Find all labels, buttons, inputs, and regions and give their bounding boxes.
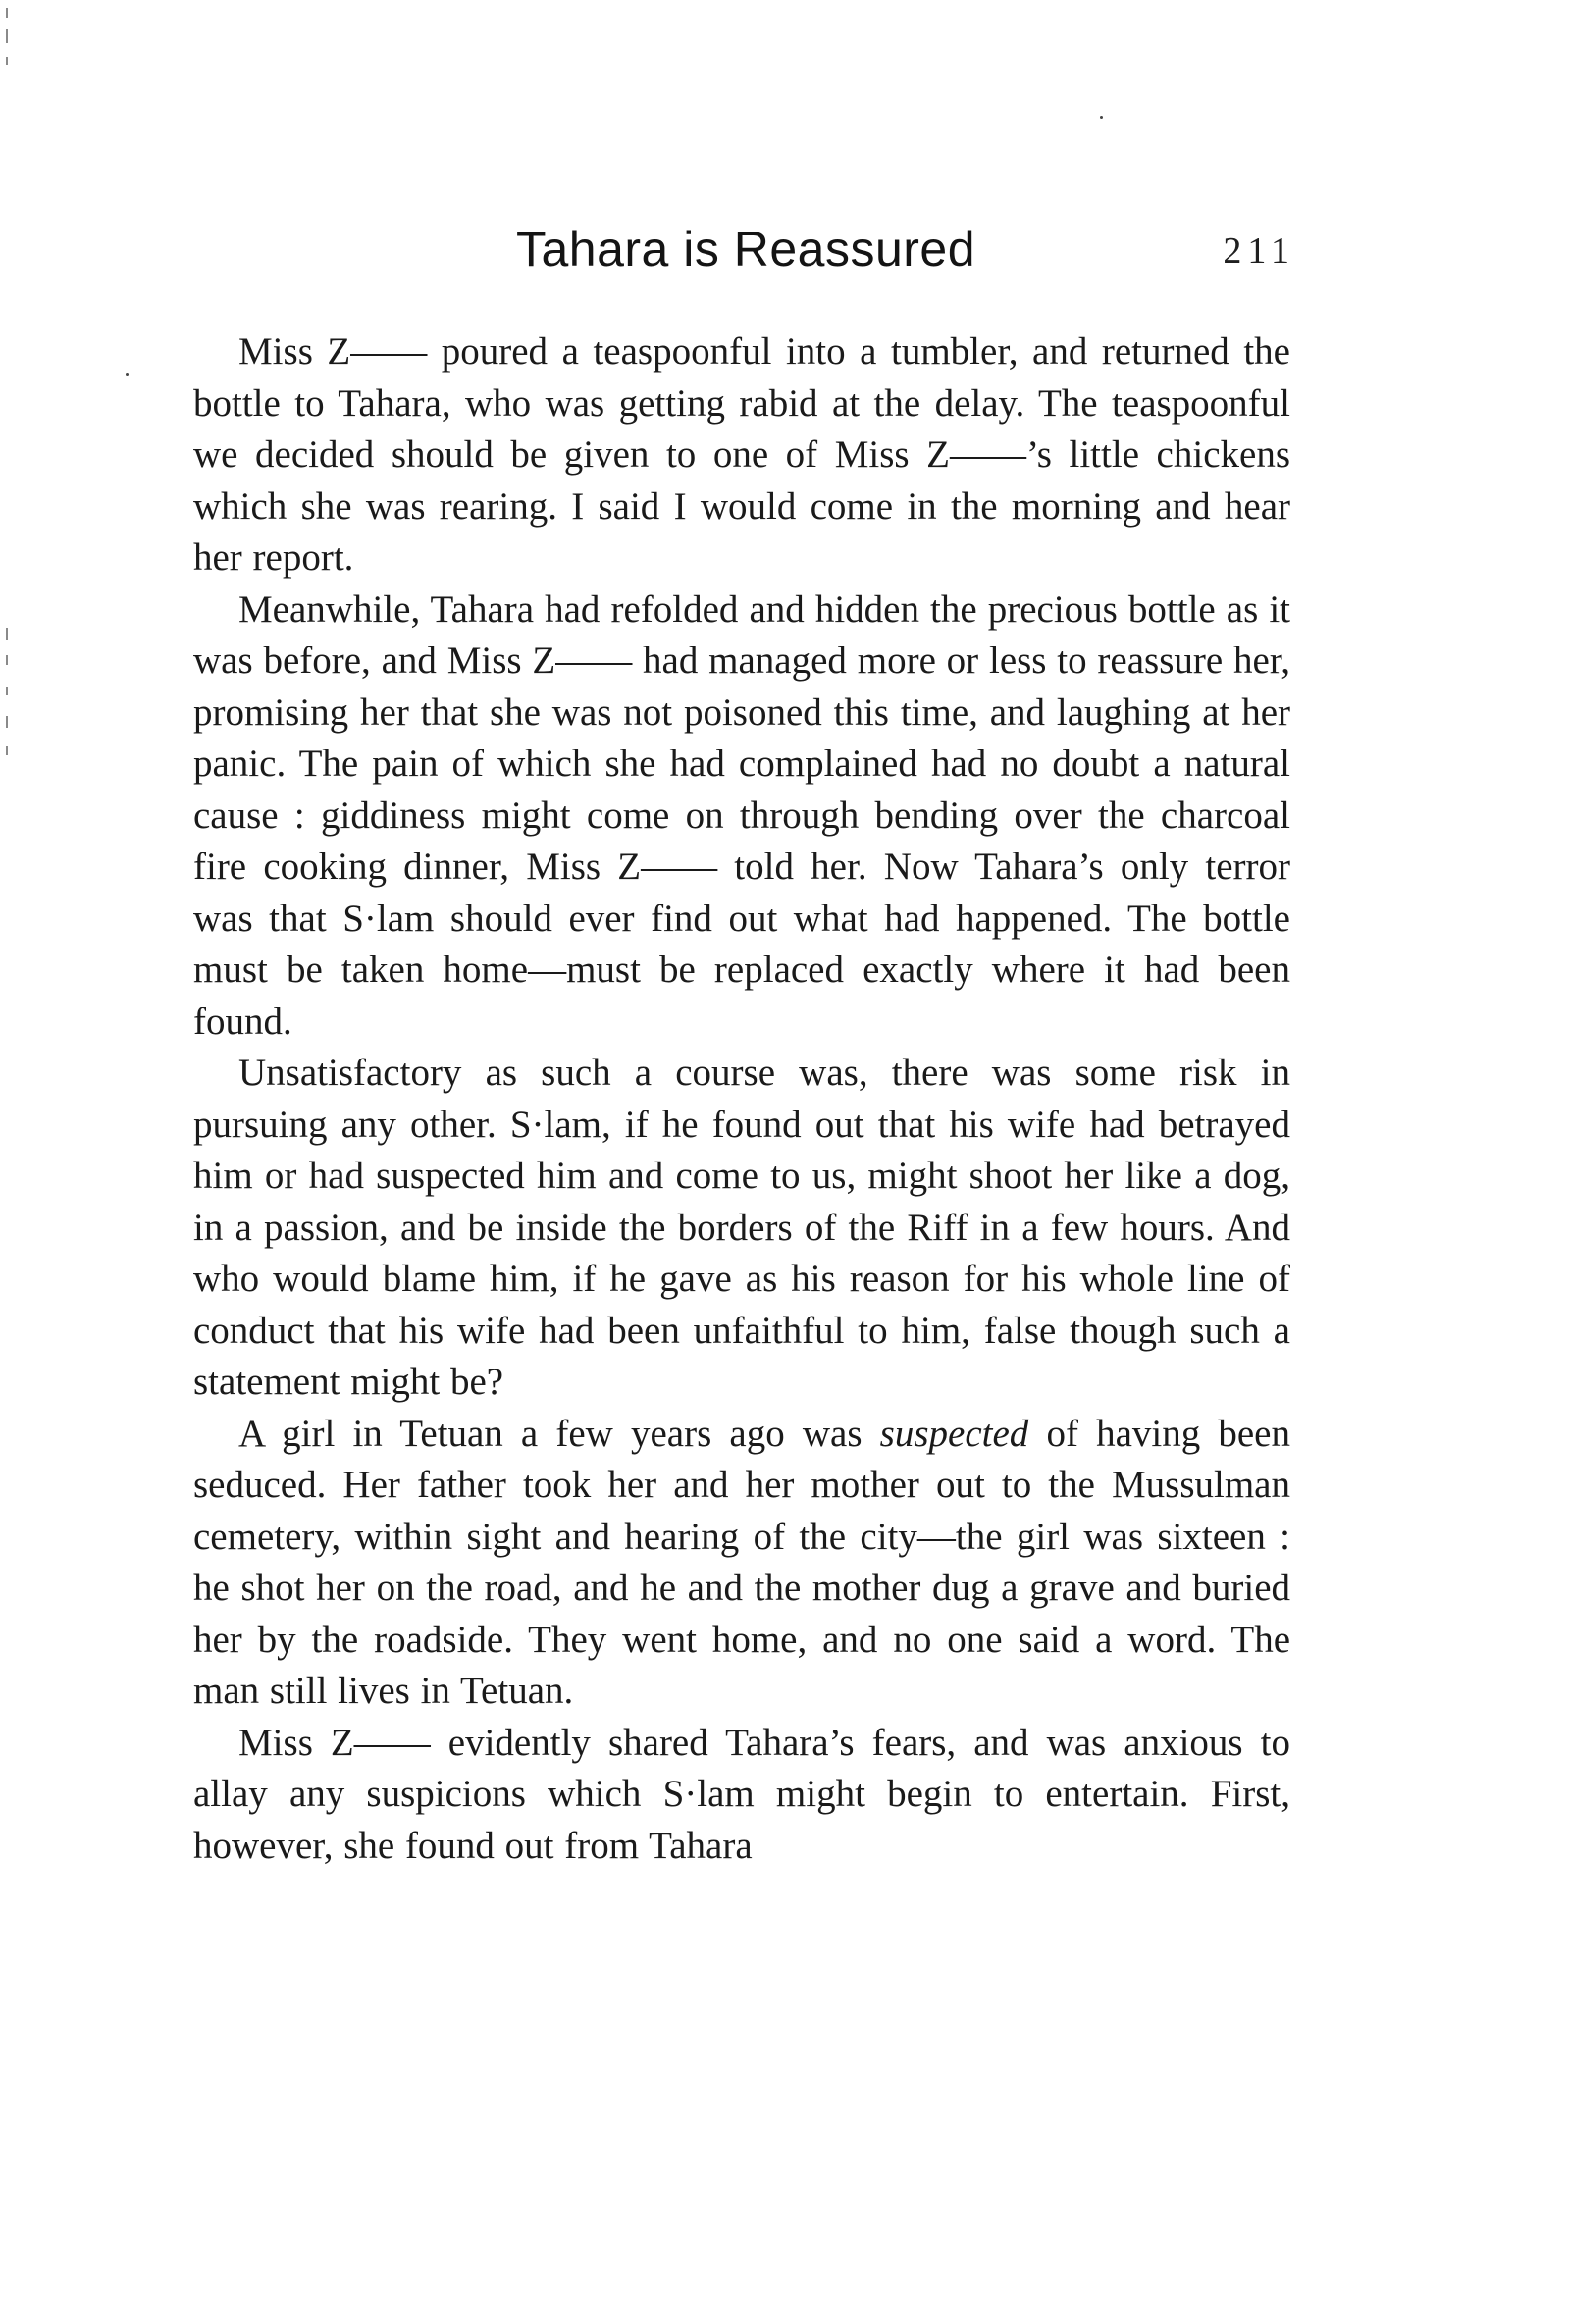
scan-speck (126, 373, 129, 376)
paragraph-text: A girl in Tetuan a few years ago was (238, 1412, 880, 1455)
paragraph: Miss Z—— evidently shared Tahara’s fears, and was anxious to allay any suspicions which S·lam might begin to entertain. First, however, she found out from Tahara (193, 1721, 1290, 1867)
paragraph: Unsatisfactory as such a course was, there was some risk in pursuing any other. S·lam, if he found out that his wife had betrayed him or had suspected him and come to us, might shoot her like a dog, in a passion, and be inside the borders of the Riff in a few hours. And who would blame him, if he gave as his reason for his whole line of conduct that his wife had been unfaithful to him, false though such a statement might be? (193, 1052, 1290, 1403)
margin-scan-marks (6, 0, 18, 785)
paragraph-text: of having been seduced. Her father took her and her mother out to the Mussulman cemetery, within sight and hearing of the city—the girl was sixteen : he shot her on the road, and he and the mother dug a grave and buried her by the roadside. They went home, and no one said a word. The man still lives in Tetuan. (193, 1412, 1290, 1712)
page-number: 211 (1223, 231, 1295, 272)
paragraph-text: Meanwhile, Tahara had refolded and hidden the precious bottle as it was before, and Miss Z—— had managed more or less to reassure her, promising her that she was not poisoned this time, and laughing at her panic. The pain of which she had complained had no doubt a natural cause : giddiness might come on through bending over the charcoal fire cooking dinner, Miss Z—— told her. Now Tahara’s only terror was that S·lam should ever find out what had happened. The bottle must be taken home—must be replaced exactly where it had been found. (193, 588, 1290, 1043)
paragraph (193, 1409, 1290, 1718)
body-text (193, 327, 1290, 1872)
paragraph (193, 585, 1290, 1049)
emphasis-text: suspected (879, 1412, 1029, 1455)
scan-speck (1100, 116, 1103, 119)
running-head (196, 218, 1295, 286)
paragraph: Miss Z—— poured a teaspoonful into a tumbler, and returned the bottle to Tahara, who was getting rabid at the delay. The teaspoonful we decided should be given to one of Miss Z——’s little chickens which she was rearing. I said I would come in the morning and hear her report. (193, 331, 1290, 579)
chapter-title: Tahara is Reassured (515, 222, 976, 277)
